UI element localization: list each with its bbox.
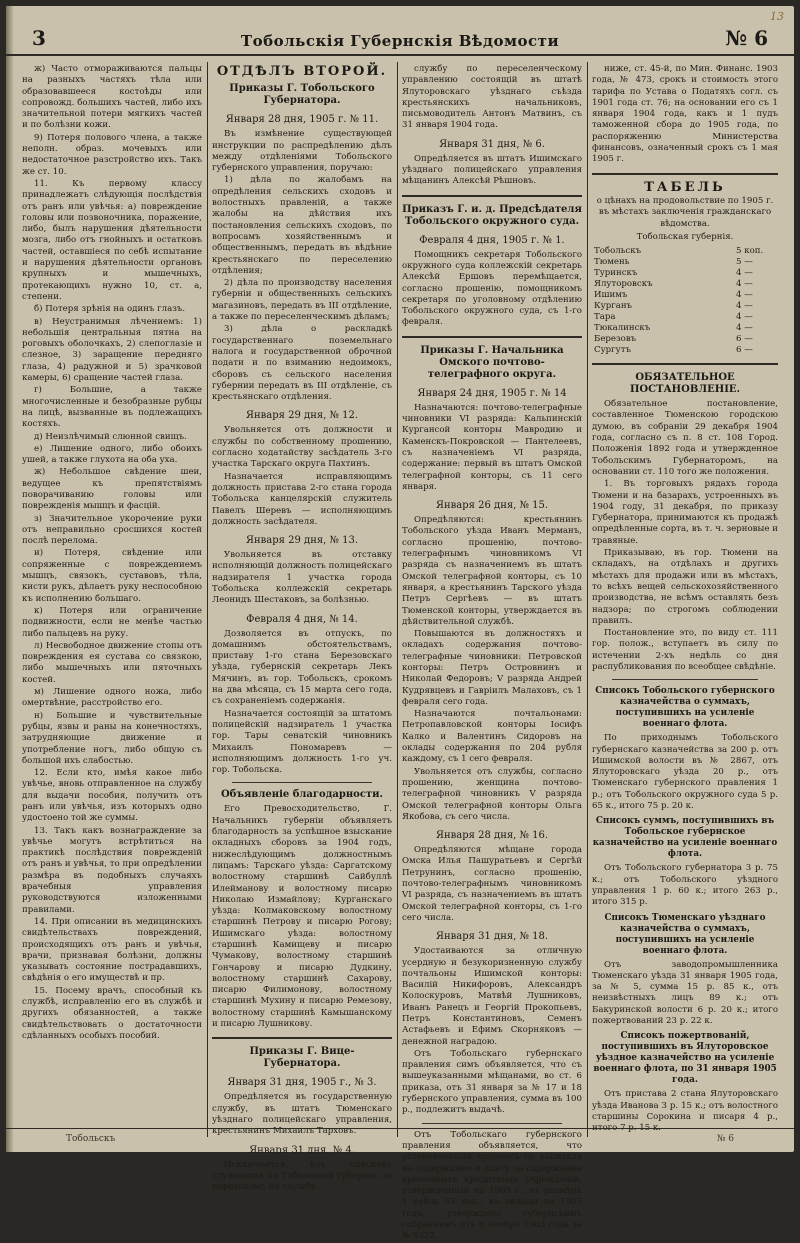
order-date: Января 28 дня, 1905 г. № 11. <box>225 114 379 126</box>
paragraph: Опредѣляются: крестьянинъ Тобольского уѣзда Иванъ Мерманъ, согласно прошенію, почтово-телеграфнымъ чиновникомъ VI разряда съ назначениемъ въ штатъ Омской телеграфной конторы, съ 10 января, а крестьянинъ Тарского уѣзда Петръ Сергѣевъ — въ штатъ Тюменской конторы, утверждается въ дѣйствительной службѣ. <box>402 515 582 627</box>
table-row <box>592 290 778 301</box>
paragraph: Отъ Тобольского губернатора 3 р. 75 к.; отъ Тобольского уѣздного управления 1 р. 60 к.; итого 263 р., итого 315 р. <box>592 863 778 908</box>
price-value: 4 — <box>736 290 753 301</box>
table-title: ТАБЕЛЬ <box>644 179 726 195</box>
column-rule <box>207 62 208 1137</box>
paragraph: Отъ Тобольскаго губернскаго правления симъ объявляется, что съ вышеуказанными мѣщанами, во ст. 6 приказа, отъ 31 января за № 17 и 18 губернского управления, сумма въ 100 р., подлежитъ выдачѣ. <box>402 1048 582 1116</box>
order-date: Января 31 дня, № 6. <box>439 138 545 150</box>
section-heading: Приказъ Г. и. д. Предсѣдателя Тобольского окружного суда. <box>402 203 582 227</box>
paragraph: б) Потеря зрѣнія на одинъ глазъ. <box>34 304 186 315</box>
paragraph: 2) дѣла по производству населения губерніи и общественныхъ сельскихъ магазиновъ, передать въ III отдѣление, а также по переселенческимъ дѣламъ; <box>212 278 392 323</box>
divider <box>232 782 372 783</box>
paragraph: ж) Небольшое свѣдение шеи, ведущее къ препятствіямъ поворачиванию головы или поврежденія мышцъ и фасцій. <box>22 467 202 512</box>
paragraph: 11. Къ первому классу принадлежатъ слѣдующія послѣдствія отъ ранъ или увѣчья: а) повреждение головы или позвоночника, поражение, либо, былъ нарушения дѣятельности мозга, либо отъ гнойныхъ и остатковъ частей, оставшіеся по себѣ испытание и нарушения дѣятельности органовъ крупныхъ и мышечныхъ, протекающихъ нужно 10, ст. а, степени. <box>22 178 202 302</box>
paragraph: н) Большие и чувствительные рубцы, язвы и раны на конечностяхъ, затрудняющие движение и употребление ногъ, либо общую съ большой ихъ слабостью. <box>22 710 202 766</box>
paragraph: Постановление это, по виду ст. 111 гор. полож., вступаетъ въ силу по истечении 2-хъ недѣль со дня распубликования по всеобщее свѣдѣніе. <box>592 628 778 672</box>
column-2 <box>212 64 392 1193</box>
table-row <box>592 345 778 356</box>
order-date: Января 28 дня, № 16. <box>435 830 549 842</box>
paragraph: Отъ пристава 2 стана Ялуторовскаго уѣзда Иванова 3 р. 15 к.; отъ волостного старшины Сорокина и писаря 4 р., итого 7 р. 15 к. <box>592 1089 778 1134</box>
newspaper-page <box>6 6 794 1242</box>
paragraph: Въ измѣнение существующей инструкции по распредѣлению дѣлъ между отдѣленіями Тобольского губернского управления, поручаю: <box>212 129 392 174</box>
footer-left: Тобольскъ <box>66 1134 116 1144</box>
order-date: Февраля 4 дня, 1905 г. № 1. <box>419 234 565 246</box>
paragraph: в) Неустранимыя лѣчениемъ: 1) небольшія центральныя пятна на роговыхъ оболочкахъ, 2) слепоглазіе и слезное, 3) заращение передняго глаза, 4) радужной и 5) зрачковой камеры, 6) сращение частей глаза. <box>22 316 202 384</box>
masthead <box>6 6 794 56</box>
price-table <box>592 246 778 356</box>
section-heading: Объявленіе благодарности. <box>220 789 384 801</box>
city-name: Ишимъ <box>594 290 628 301</box>
city-name: Курганъ <box>594 301 633 312</box>
divider <box>402 195 582 197</box>
paragraph: Помощникъ секретаря Тобольского окружного суда коллежскій секретарь Алексѣй Ершовъ перемѣщается, согласно прошенію, помощникомъ секретаря по уголовному отдѣлению Тобольского окружного суда, съ 1-го февраля. <box>402 249 582 328</box>
city-name: Ялуторовскъ <box>594 279 653 290</box>
table-row <box>592 279 778 290</box>
order-date: Января 31 дня, 1905 г., № 3. <box>227 1077 377 1089</box>
section-heading: Списокъ Тюменскаго уѣзднаго казначейства о суммахъ, поступившихъ на усиленіе военнаго флота. <box>604 912 766 956</box>
paragraph: л) Несвободное движение стопы отъ повреждения ея сустава со связкою, либо мышечныхъ или пяточныхъ костей. <box>22 640 202 685</box>
paragraph: ж) Часто отмораживаются пальцы на разныхъ частяхъ тѣла или образовавшееся костоѣды или сопровожд. большихъ частей, либо ихъ значительной потери мягкихъ частей и по болѣзни кожи. <box>22 64 202 131</box>
price-value: 4 — <box>736 268 753 279</box>
price-value: 4 — <box>736 312 753 323</box>
table-row <box>592 323 778 334</box>
city-name: Сургутъ <box>594 345 631 356</box>
table-row <box>592 301 778 312</box>
paragraph: 1. Въ торговыхъ рядахъ города Тюмени и на базарахъ, устроенныхъ въ 1904 году, 31 декабря, по приказу Губернатора, принимаются къ продажѣ опредѣленные сорта, въ т. ч. зерновые и травяные. <box>592 479 778 546</box>
divider <box>402 336 582 338</box>
order-date: Февраля 4 дня, № 14. <box>246 613 358 625</box>
price-value: 6 — <box>736 345 753 356</box>
paragraph: Назначаются: почтово-телеграфные чиновники VI разряда: Кальпинскій Кургансой конторы Мавродию и Каменскъ-Покровской — Пантелеевъ, съ назначеніемъ VI разряда, содержание: первый въ штатъ Омской телеграфной конторы, съ 11 сего января. <box>402 402 582 492</box>
paragraph: Дозволяется въ отпускъ, по домашнимъ обстоятельствамъ, приставу 1-го стана Березовскаго уѣзда, губернскій секретарь Лекъ Мячинъ, въ гор. Тобольскъ, срокомъ на два мѣсяца, съ 15 марта сего года, съ сохраненіемъ содержанія. <box>212 628 392 707</box>
order-date: Января 31 дня, № 4. <box>249 1144 355 1156</box>
order-date: Января 31 дня, № 18. <box>435 931 549 943</box>
table-region: Тобольская губернія. <box>636 231 734 242</box>
newspaper-title: Тобольскія Губернскія Вѣдомости <box>240 32 560 50</box>
table-row <box>592 246 778 257</box>
order-date: Января 26 дня, № 15. <box>435 500 549 512</box>
paragraph: 1) дѣла по жалобамъ на опредѣления сельскихъ сходовъ и волостныхъ правленій, а также жалобы на дѣйствия ихъ постановления сельскихъ сходовъ, по вопросамъ хозяйственнымъ и общественнымъ, передать въ вѣдѣние крестьянскаго по переселению отдѣления; <box>212 175 392 276</box>
price-value: 4 — <box>736 279 753 290</box>
order-date: Января 24 дня, 1905 г. № 14 <box>417 387 567 399</box>
paragraph: 14. При описании въ медицинскихъ свидѣтельствахъ повреждений, происходящихъ отъ ранъ и увѣчья, врачи, признавая болѣзни, должны указывать состояние пострадавшихъ, свѣдѣнія о его имуществѣ и пр. <box>22 916 202 984</box>
order-date: Января 29 дня, № 12. <box>245 410 359 422</box>
column-3 <box>402 64 582 1242</box>
table-row <box>592 334 778 345</box>
paragraph: 3) дѣла о раскладкѣ государственнаго поземельнаго налога и государственной оброчной подати и по взиманию недоимокъ, сборовъ съ сельского населения губернии передать въ III отдѣленіе, съ крестьянскаго отдѣления. <box>212 324 392 403</box>
price-value: 5 коп. <box>736 246 764 257</box>
section-heading: Приказы Г. Начальника Омского почтово-телеграфного округа. <box>420 344 564 380</box>
section-heading: Приказы Г. Тобольского Губернатора. <box>229 83 375 107</box>
paragraph: Увольняется отъ службы, согласно прошению, женщина почтово-телеграфной чиновникъ V разряда Омской телеграфной конторы Ольга Якобова, съ сего числа. <box>402 766 582 822</box>
archive-page-mark: 13 <box>770 10 784 23</box>
order-date: Января 29 дня, № 13. <box>245 535 359 547</box>
issue-number: № 6 <box>725 26 768 50</box>
column-4 <box>592 64 778 1134</box>
divider <box>212 1037 392 1039</box>
price-value: 4 — <box>736 323 753 334</box>
page-number: 3 <box>32 26 46 50</box>
page-footer <box>6 1128 794 1152</box>
divider <box>592 363 778 365</box>
paragraph: Удостаиваются за отличную усердную и безукоризненную службу почтальоны Ишимской конторы: Василій Никифоровъ, Александръ Колоскуровъ, Матвѣй Лушниковъ, Иванъ Ранецъ и Георгій Прокопьевъ, Петръ Константиновъ, Семенъ Астафьевъ и Ефимъ Скорняковъ — денежной наградою. <box>402 946 582 1047</box>
paragraph: е) Лишение одного, либо обоихъ ушей, а также глухота на оба уха. <box>22 443 202 466</box>
paragraph: Повышаются въ должностяхъ и окладахъ содержания почтово-телеграфные чиновники: Петровской конторы: Петръ Островнинъ и Николай Федоровъ; V разряда Андрей Кудрявцевъ и Гаврiилъ Малаховъ, съ 1 февраля сего года. <box>402 629 582 707</box>
column-1 <box>22 64 202 1124</box>
paragraph: к) Потеря или ограничение подвижности, если не менѣе частью либо пальцевъ на руку. <box>22 605 202 639</box>
paragraph: Опредѣляется въ штатъ Ишимскаго уѣзднаго полицейскаго управления мѣщанинъ Алексѣй Рѣшновъ. <box>402 153 582 187</box>
paragraph: Его Превосходительство, Г. Начальникъ губерніи объявляетъ благодарность за успѣшное взыскание окладныхъ сборовъ за 1904 годъ, нижеслѣдующимъ должностнымъ лицамъ: Тарскаго уѣзда: Саргатскому волостному старшинѣ Сайбуллѣ Илейманову и волостному писарю Николаю Измайлову; Курганскаго уѣзда: Колмаковскому волостному старшинѣ Петрову и писарю Рогову; Ишимскаго уѣзда: волостному старшинѣ Камищеву и писарю Чумакову, волостному старшинѣ Гончарову и писарю Дудкину, волостному старшинѣ Сахарову, писарю Филимонову, волостному старшинѣ Мухину и писарю Ремезову, волостному старшинѣ Камышанскому и писарю Лушникову. <box>212 804 392 1030</box>
paragraph: Отъ Тобольскаго губернского правления объявляется, что установленный процентъ съ капитала на содержание и плату за содержание временныхъ кредитныхъ учрежденій, утвержденный на 1905 г., въ размѣрѣ 1 рубль 53 коп.; въ оклады на 1905 годъ, утверждено губернскимъ собраниемъ отъ 6 ноября 1903 года за № 9322. <box>402 1129 582 1242</box>
table-row <box>592 257 778 268</box>
paragraph: ниже, ст. 45-й, по Мин. Финанс. 1903 года, № 473, срокъ и стоимость этого тарифа по Устава о Податяхъ согл. съ 1901 года ст. 76; на основании его съ 1 января 1904 года, какъ и 1 пудъ таможенной сбора до 1905 года, по распоряжению Министерства финансовъ, означенный срокъ съ 1 мая 1905 г. <box>592 64 778 165</box>
section-heading: Списокъ суммъ, поступившихъ въ Тобольское губернское казначейство на усиленіе военнаго флота. <box>592 816 778 860</box>
city-name: Березовъ <box>594 334 637 345</box>
paragraph: Назначается состоящій за штатомъ полицейскій надзиратель 1 участка гор. Тары сенатскій чиновникъ Михаилъ Пономаревъ — исполняющимъ должность 1-го уч. гор. Тобольска. <box>212 708 392 776</box>
binding-shadow <box>6 6 14 1152</box>
paragraph: 12. Если кто, имѣя какое либо увѣчье, вновь отправленное на службу для выдачи пособия, получить отъ ранъ или увѣчья, изъ которыхъ одно удостоено той же суммы. <box>22 768 202 824</box>
column-rule <box>587 62 588 1137</box>
price-value: 5 — <box>736 257 753 268</box>
paragraph: Исключается изъ списковъ служащихъ по Тобольской губерніи, за переходомъ на службу. <box>212 1159 392 1193</box>
column-rule <box>397 62 398 1137</box>
city-name: Тобольскъ <box>594 246 642 257</box>
price-value: 4 — <box>736 301 753 312</box>
table-row <box>592 312 778 323</box>
city-name: Тюкалинскъ <box>594 323 651 334</box>
section-heading: Списокъ Тобольского губернского казначейства о суммахъ, поступившихъ на усиленіе военнаго флота. <box>595 686 775 730</box>
paragraph: г) Большие, а также многочисленные и безобразные рубцы на лицѣ, вызванные въ подлежащихъ костяхъ. <box>22 385 202 430</box>
paragraph: 9) Потеря полового члена, а также неполн. образ. мочевыхъ или недостаточное разстройство ихъ. Такъ же ст. 10. <box>22 132 202 177</box>
paragraph: Увольняется въ отставку исполняющій должность полицейскаго надзирателя 1 участка города Тобольска коллежскій секретарь Леонидъ Шестаковъ, за болѣзнью. <box>212 550 392 606</box>
paragraph: Опредѣляются мѣщане города Омска Илья Пашуратьевъ и Сергѣй Петрунинъ, согласно прошенію, почтово-телеграфнымъ чиновникомъ VI разряда, съ назначениемъ въ штатъ Омской телеграфной конторы, съ 1-го сего числа. <box>402 845 582 923</box>
paragraph: По приходнымъ Тобольского губернскаго казначейства за 200 р. отъ Ишимской волости въ № 2867, отъ Ялуторовскаго уѣзда 20 р., отъ Тюменскаго губернского правления 1 р.; отъ Тобольского окружного суда 5 р. 65 к., итого 75 р. 20 к. <box>592 733 778 812</box>
paragraph: 15. Посему врачъ, способный къ службѣ, исправленію его въ службѣ и другихъ обязанностей, а также свидѣтельствовать о достаточности сдѣланныхъ особыхъ пособий. <box>22 985 202 1041</box>
price-value: 6 — <box>736 334 753 345</box>
divider <box>612 679 758 680</box>
paragraph: Обязательное постановление, составленное Тюменскою городскою думою, въ собраніи 29 декабря 1904 года, согласно съ п. 8 ст. 108 Город. Положенія 1892 года и утвержденное Тобольскимъ Губернаторомъ, на основании ст. 110 того же положения. <box>592 399 778 477</box>
table-subtitle: о цѣнахъ на продовольствие по 1905 г. въ мѣстахъ заключенія гражданскаго вѣдомства. <box>596 195 774 229</box>
section-heading: Приказы Г. Вице-Губернатора. <box>249 1046 355 1070</box>
city-name: Тара <box>594 312 616 323</box>
city-name: Туринскъ <box>594 268 638 279</box>
city-name: Тюмень <box>594 257 630 268</box>
paragraph: Приказываю, въ гор. Тюмени на складахъ, на отдѣлахъ и другихъ мѣстахъ для продажи или въ мѣстахъ, то всѣхъ вещей сельскохозяйственного производства, не всѣмъ оставлять безъ надзора; по строгомъ соблюдении правилъ. <box>592 548 778 626</box>
paragraph: Назначаются почтальонами: Петропавловской конторы Iосифъ Калко и Валентинъ Сидоровъ на оклады содержания по 204 рубля каждому, съ 1 сего февраля. <box>402 709 582 765</box>
paragraph: д) Неизлѣчимый слюнной свищъ. <box>34 431 187 442</box>
paragraph: службу по переселенческому управлению состоящій въ штатѣ Ялуторовскаго уѣзднаго съѣзда крестьянскихъ начальниковъ, письмоводитель Антонъ Матвинъ, съ 31 января 1904 года. <box>402 64 582 131</box>
paragraph: Отъ заводопромышленника Тюменскаго уѣзда 31 января 1905 года, за № 5, сумма 15 р. 85 к., отъ неизвѣстныхъ лицъ 89 к.; отъ Бакуринской волости 6 р. 20 к.; итого пожертвований 23 р. 22 к. <box>592 959 778 1027</box>
paragraph: 13. Такъ какъ вознаграждение за увѣчье могутъ встрѣтиться на практикѣ послѣдствия поврежденій отъ ранъ и увѣчья, то при опредѣлении размѣра въ подобныхъ случаяхъ врачебныя управления руководствуются изложенными правилами. <box>22 825 202 915</box>
footer-right: № 6 <box>716 1134 734 1144</box>
table-row <box>592 268 778 279</box>
paragraph: з) Значительное укорочение руки отъ неправильно сросшихся костей послѣ перелома. <box>22 513 202 547</box>
section-title: ОТДѢЛЪ ВТОРОЙ. <box>216 64 388 79</box>
paragraph: Увольняется отъ должности и службы по собственному прошению, согласно ходатайству засѣдатель 3-го участка Тарскаго округа Пахтинъ. <box>212 425 392 470</box>
paragraph: и) Потеря, свѣдение или сопряженные с повреждениемъ мышцъ, связокъ, суставовъ, тѣла, кисти рукъ, дѣлаетъ руку неспособною къ исполнению большаго. <box>22 548 202 604</box>
divider <box>592 173 778 175</box>
section-heading: ОБЯЗАТЕЛЬНОЕ ПОСТАНОВЛЕНІЕ. <box>629 372 740 396</box>
paragraph: Опредѣляется въ государственную службу, въ штатъ Тюменскаго уѣзднаго полицейскаго управления, крестьянинъ Михаилъ Тарховъ. <box>212 1092 392 1137</box>
section-heading: Списокъ пожертвованій, поступившихъ въ Ялуторовское уѣздное казначейство на усиленіе военнаго флота, по 31 января 1905 года. <box>593 1031 777 1086</box>
divider <box>422 1123 562 1124</box>
paragraph: Назначается исправляющимъ должность пристава 2-го стана города Тобольска канцелярскій служитель Павелъ Шеревъ — исполняющимъ должность засѣдателя. <box>212 471 392 527</box>
paragraph: м) Лишение одного ножа, либо омертвѣние, расстройство его. <box>22 687 202 709</box>
